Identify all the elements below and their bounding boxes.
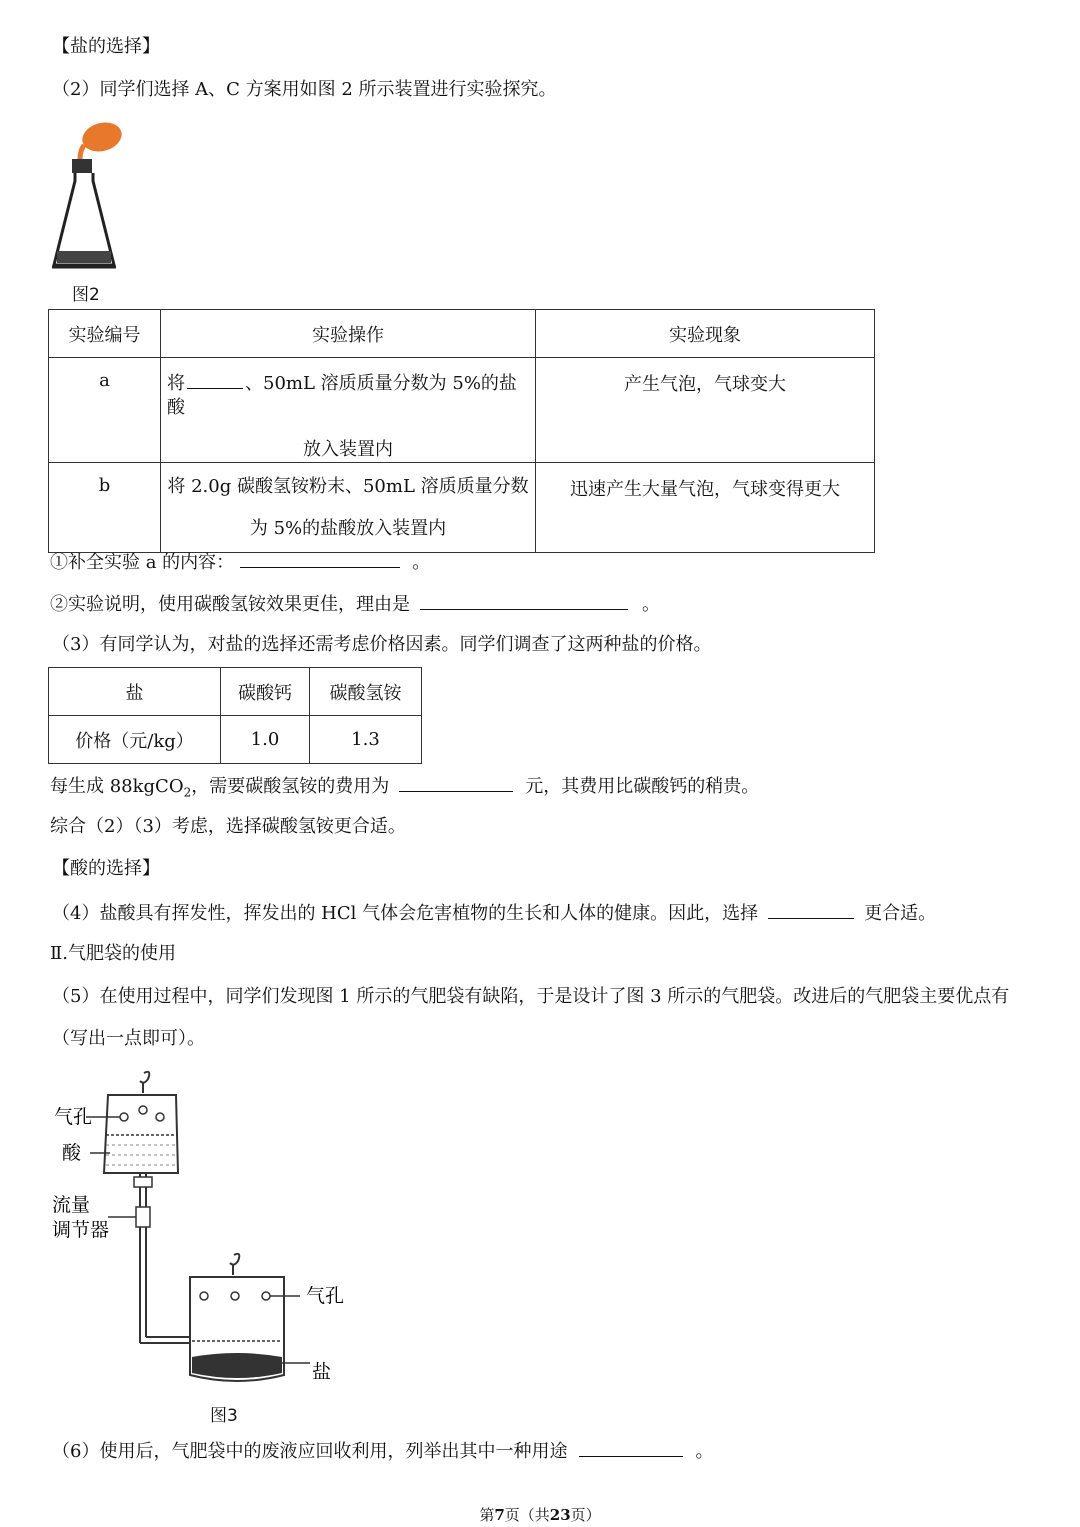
row-operation (161, 358, 536, 463)
question-5-line2: （写出一点即可）。 (52, 1028, 205, 1049)
answer-blank-4[interactable] (768, 900, 854, 919)
label-acid: 酸 (62, 1142, 82, 1164)
table-header-operation: 实验操作 (161, 310, 536, 358)
price-header-salt: 盐 (49, 668, 221, 716)
row-id: a (49, 358, 161, 463)
footer-mid: 页（共 (504, 1506, 550, 1524)
period: 。 (642, 594, 660, 615)
table-row (49, 463, 875, 553)
table-row (49, 358, 875, 463)
blank-a-table[interactable] (187, 370, 243, 389)
page-footer (0, 1504, 1080, 1525)
operation-a-line2: 放入装置内 (303, 439, 393, 460)
cost-text-3: 元，其费用比碳酸钙的稍贵。 (525, 776, 760, 797)
row-phenomenon: 迅速产生大量气泡，气球变得更大 (536, 463, 875, 553)
figure-2-flask (50, 115, 130, 275)
answer-blank-2-1[interactable] (240, 549, 400, 568)
answer-blank-2-2[interactable] (420, 591, 628, 610)
price-header-nh4hco3: 碳酸氢铵 (310, 668, 422, 716)
table-header-phenomenon: 实验现象 (536, 310, 875, 358)
row-operation (161, 463, 536, 553)
label-pore-top: 气孔 (54, 1106, 93, 1128)
question-6-text: （6）使用后，气肥袋中的废液应回收利用，列举出其中一种用途 (52, 1441, 568, 1462)
page-number: 7 (494, 1506, 505, 1524)
question-4 (52, 900, 936, 926)
hook-icon (230, 1254, 239, 1265)
question-2-1 (50, 549, 430, 575)
question-2-2 (50, 591, 660, 617)
footer-suffix: 页） (570, 1506, 601, 1524)
co2-subscript: 2 (183, 785, 192, 800)
question-2-1-text: ①补全实验 a 的内容： (50, 552, 235, 573)
question-4-text-1: （4）盐酸具有挥发性，挥发出的 HCl 气体会危害植物的生长和人体的健康。因此，选择 (52, 903, 759, 924)
question-2-2-text: ②实验说明，使用碳酸氢铵效果更佳，理由是 (50, 594, 410, 615)
question-3-conclusion: 综合（2）（3）考虑，选择碳酸氢铵更合适。 (50, 816, 406, 837)
price-row-label: 价格（元/kg） (49, 716, 221, 764)
price-table (48, 667, 422, 764)
question-2-intro: （2）同学们选择 A、C 方案用如图 2 所示装置进行实验探究。 (52, 79, 557, 100)
hook-icon (140, 1072, 149, 1083)
operation-a-part2: 、50mL 溶质质量分数为 5%的盐酸 (167, 373, 517, 418)
question-3-cost (50, 773, 759, 805)
period: 。 (695, 1441, 714, 1462)
question-6 (52, 1438, 713, 1464)
question-5-line1: （5）在使用过程中，同学们发现图 1 所示的气肥袋有缺陷，于是设计了图 3 所示的气肥袋。改进后的气肥袋主要优点有 (52, 986, 1010, 1007)
question-4-text-2: 更合适。 (864, 903, 937, 924)
table-row (49, 716, 422, 764)
label-pore-right: 气孔 (306, 1285, 345, 1307)
total-pages: 23 (549, 1506, 571, 1524)
table-header-id: 实验编号 (49, 310, 161, 358)
experiment-table (48, 309, 875, 553)
answer-blank-6[interactable] (579, 1438, 683, 1457)
figure-2-caption: 图2 (72, 285, 100, 305)
salt-selection-heading: 【盐的选择】 (52, 36, 160, 57)
price-header-caco3: 碳酸钙 (221, 668, 310, 716)
operation-a-part1: 将 (167, 373, 185, 394)
figure-3-apparatus (48, 1065, 358, 1395)
answer-blank-3[interactable] (399, 773, 513, 792)
period: 。 (412, 552, 431, 573)
label-salt: 盐 (312, 1361, 332, 1383)
question-3-intro: （3）有同学认为，对盐的选择还需考虑价格因素。同学们调查了这两种盐的价格。 (52, 634, 712, 655)
balloon-icon (79, 118, 125, 155)
operation-b-line2: 为 5%的盐酸放入装置内 (249, 518, 447, 539)
row-id: b (49, 463, 161, 553)
price-caco3: 1.0 (221, 716, 310, 764)
label-flow-2: 调节器 (52, 1219, 110, 1241)
operation-b-line1: 将 2.0g 碳酸氢铵粉末、50mL 溶质质量分数 (167, 476, 529, 497)
cost-text-2: ，需要碳酸氢铵的费用为 (191, 776, 390, 797)
label-flow-1: 流量 (52, 1194, 91, 1216)
footer-prefix: 第 (479, 1506, 495, 1524)
figure-3-caption: 图3 (210, 1406, 238, 1426)
part-2-heading: Ⅱ.气肥袋的使用 (50, 943, 176, 964)
cost-text-1: 每生成 88kgCO (50, 776, 184, 797)
price-nh4hco3: 1.3 (310, 716, 422, 764)
acid-selection-heading: 【酸的选择】 (52, 858, 160, 879)
row-phenomenon: 产生气泡，气球变大 (536, 358, 875, 463)
